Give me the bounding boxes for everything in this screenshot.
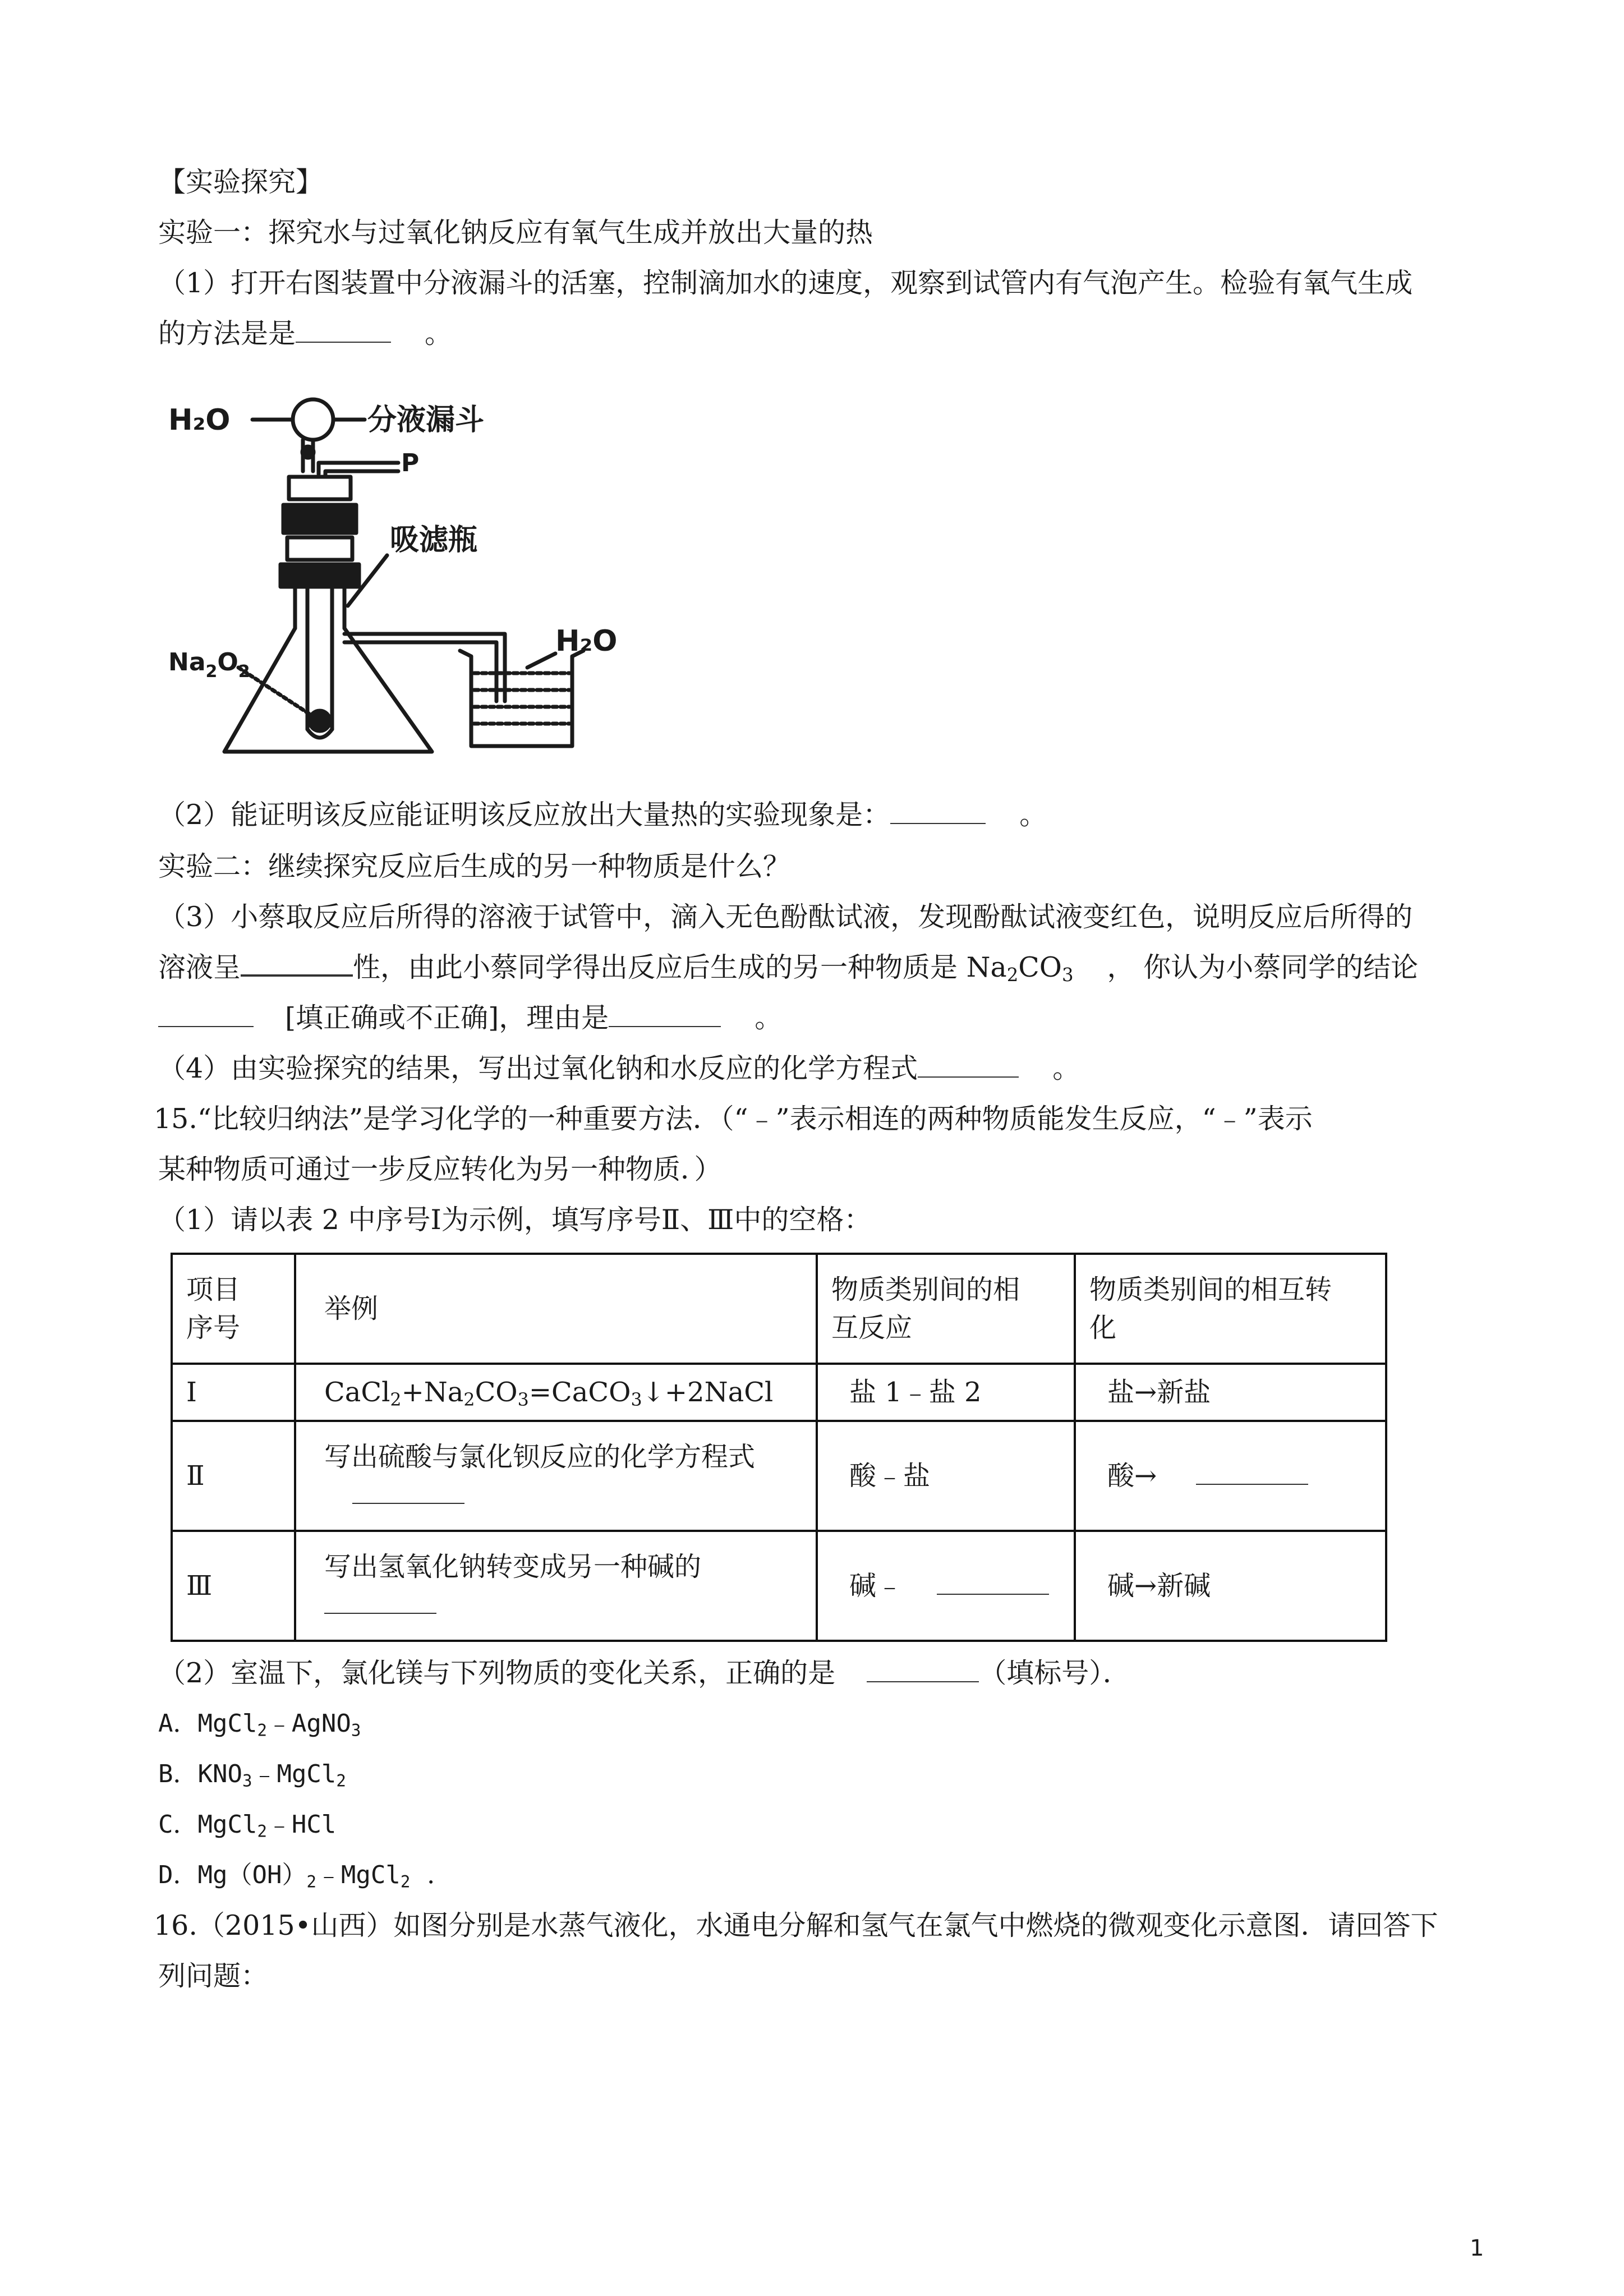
experiment-2-title: 实验二：继续探究反应后生成的另一种物质是什么？ (158, 850, 791, 882)
label-water-right: H₂O (555, 624, 618, 658)
row1-num: Ⅰ (172, 1364, 295, 1421)
question-4-text: （4）由实验探究的结果，写出过氧化钠和水反应的化学方程式 (158, 1052, 918, 1084)
header-col4 (1075, 1254, 1386, 1364)
row2-example-blank[interactable] (352, 1503, 464, 1504)
row3-example-text: 写出氢氧化钠转变成另一种碱的 (324, 1551, 702, 1582)
funnel-bulb (293, 399, 333, 440)
row1-ex-sub4: 3 (631, 1389, 642, 1410)
row1-ex-e: ↓+2NaCl (642, 1377, 774, 1408)
label-na2o2-o: O (217, 648, 238, 677)
q3-end: 。 (755, 1002, 783, 1034)
option-b-text: B．KNO (158, 1760, 242, 1788)
option-b-rest: ﹣MgCl (252, 1760, 337, 1788)
question-2-blank[interactable] (890, 823, 986, 824)
option-a[interactable] (158, 1705, 361, 1742)
row2-reaction: 酸﹣盐 (817, 1421, 1075, 1531)
label-na2o2-sub1: 2 (205, 662, 218, 682)
option-a-text: A．MgCl (158, 1709, 257, 1738)
row1-ex-b: +Na (401, 1377, 464, 1408)
row3-example (295, 1531, 817, 1641)
table-row (172, 1421, 1386, 1531)
question-16-line-2: 列问题： (158, 1960, 269, 1992)
header-col1 (172, 1254, 295, 1364)
question-3-blank-3[interactable] (609, 1026, 721, 1027)
option-c-rest: ﹣HCl (266, 1810, 337, 1839)
question-1-line-2 (158, 315, 452, 352)
row1-example (295, 1364, 817, 1421)
row1-conversion: 盐→新盐 (1075, 1364, 1386, 1421)
header-col1-line2: 序号 (186, 1312, 241, 1343)
table-row (172, 1531, 1386, 1641)
row2-example-text: 写出硫酸与氯化钡反应的化学方程式 (324, 1441, 756, 1473)
option-a-sub: 2 (257, 1720, 267, 1740)
option-b-sub2: 2 (336, 1771, 346, 1791)
q3-sub-2: 3 (1061, 964, 1074, 986)
question-4 (158, 1050, 1080, 1087)
option-d-end: ． (427, 1861, 452, 1889)
row1-ex-sub1: 2 (390, 1389, 402, 1410)
question-1-text: 的方法是是 (158, 318, 296, 349)
option-d-sub2: 2 (400, 1872, 411, 1892)
row1-ex-sub2: 2 (463, 1389, 475, 1410)
row1-ex-d: =CaCO (528, 1377, 631, 1408)
header-col2: 举例 (295, 1254, 817, 1364)
page-number: 1 (1470, 2235, 1484, 2261)
row3-reaction-blank[interactable] (937, 1594, 1049, 1595)
row2-example (295, 1421, 817, 1531)
q3-text-b: 性，由此小蔡同学得出反应后生成的另一种物质是 Na (353, 951, 1007, 983)
row1-ex-a: CaCl (324, 1377, 390, 1408)
question-3-blank-1[interactable] (241, 974, 353, 977)
question-4-end: 。 (1052, 1052, 1080, 1084)
question-4-blank[interactable] (918, 1076, 1019, 1078)
question-15-sub-2-blank[interactable] (867, 1681, 979, 1682)
table-row (172, 1364, 1386, 1421)
header-col4-line1: 物质类别间的相互转 (1089, 1274, 1332, 1305)
question-2-end: 。 (1019, 799, 1047, 831)
question-15-sub-2 (158, 1655, 1130, 1692)
q15-sub2-text: （2）室温下，氯化镁与下列物质的变化关系，正确的是 (158, 1657, 836, 1689)
row3-reaction (817, 1531, 1075, 1641)
table-header-row (172, 1254, 1386, 1364)
row2-num: Ⅱ (172, 1421, 295, 1531)
header-col1-line1: 项目 (186, 1274, 241, 1305)
label-water-top: H₂O (168, 403, 231, 437)
option-b-sub: 3 (242, 1771, 252, 1791)
option-b[interactable] (158, 1756, 346, 1793)
question-3-line-3 (158, 1000, 782, 1037)
label-flask: 吸滤瓶 (390, 523, 478, 557)
question-1-line-1: （1）打开右图装置中分液漏斗的活塞，控制滴加水的速度，观察到试管内有气泡产生。检验有氧气生成 (158, 267, 1413, 299)
label-na2o2-na: Na (168, 648, 206, 677)
row1-ex-sub3: 3 (517, 1389, 529, 1410)
option-a-sub2: 3 (351, 1720, 361, 1740)
question-3-blank-2[interactable] (158, 1026, 254, 1027)
q15-sub2-end: （填标号）． (979, 1657, 1130, 1689)
option-c-sub: 2 (257, 1821, 267, 1841)
apparatus-diagram (168, 387, 618, 769)
question-15-sub-1: （1）请以表 2 中序号Ⅰ为示例，填写序号Ⅱ、Ⅲ中的空格： (158, 1204, 872, 1236)
q3-text-c: CO (1018, 951, 1062, 983)
question-1-end: 。 (425, 318, 453, 349)
label-p: P (401, 449, 420, 477)
row2-conversion (1075, 1421, 1386, 1531)
row1-reaction: 盐 1﹣盐 2 (817, 1364, 1075, 1421)
row2-conversion-blank[interactable] (1196, 1484, 1308, 1485)
q3-sub-1: 2 (1006, 964, 1019, 986)
experiment-1-title: 实验一：探究水与过氧化钠反应有氧气生成并放出大量的热 (158, 217, 873, 249)
row1-ex-c: CO (475, 1377, 518, 1408)
row3-reaction-text: 碱﹣ (849, 1570, 904, 1602)
comparison-table (171, 1253, 1387, 1642)
header-col3 (817, 1254, 1075, 1364)
header-col3-line2: 互反应 (831, 1312, 913, 1343)
option-c-text: C．MgCl (158, 1810, 257, 1839)
option-c[interactable] (158, 1806, 336, 1843)
question-1-blank[interactable] (296, 342, 391, 343)
question-16-line-1: 16.（2015•山西）如图分别是水蒸气液化，水通电分解和氢气在氯气中燃烧的微观变化示意图．请回答下 (154, 1910, 1438, 1941)
question-3-line-1: （3）小蔡取反应后所得的溶液于试管中，滴入无色酚酞试液，发现酚酞试液变红色，说明反应后所得的 (158, 901, 1413, 933)
option-d-rest: ﹣MgCl (316, 1861, 401, 1889)
row3-conversion: 碱→新碱 (1075, 1531, 1386, 1641)
option-d[interactable] (158, 1857, 452, 1894)
label-na2o2 (168, 648, 250, 682)
question-2-text: （2）能证明该反应能证明该反应放出大量热的实验现象是： (158, 799, 891, 831)
question-2 (158, 797, 1047, 834)
header-col3-line1: 物质类别间的相 (831, 1274, 1020, 1305)
option-d-text: D．Mg（OH） (158, 1861, 307, 1889)
section-header: 【实验探究】 (158, 166, 324, 198)
question-3-line-2 (158, 949, 1418, 986)
label-na2o2-sub2: 2 (238, 662, 250, 682)
option-a-rest: ﹣AgNO (266, 1709, 351, 1738)
row3-example-blank[interactable] (324, 1613, 436, 1614)
header-col4-line2: 化 (1089, 1312, 1117, 1343)
question-15-line-2: 某种物质可通过一步反应转化为另一种物质．） (158, 1153, 722, 1185)
option-d-sub: 2 (306, 1872, 316, 1892)
question-15-line-1: 15.“比较归纳法”是学习化学的一种重要方法．（“﹣”表示相连的两种物质能发生反应，“﹣”表示 (154, 1103, 1313, 1135)
row3-num: Ⅲ (172, 1531, 295, 1641)
q3-text-d: ， 你认为小蔡同学的结论 (1107, 951, 1419, 983)
q3-text-e: [填正确或不正确]，理由是 (285, 1002, 609, 1034)
row2-conversion-text: 酸→ (1107, 1460, 1157, 1492)
label-funnel: 分液漏斗 (367, 403, 485, 437)
q3-text-a: 溶液呈 (158, 951, 241, 983)
